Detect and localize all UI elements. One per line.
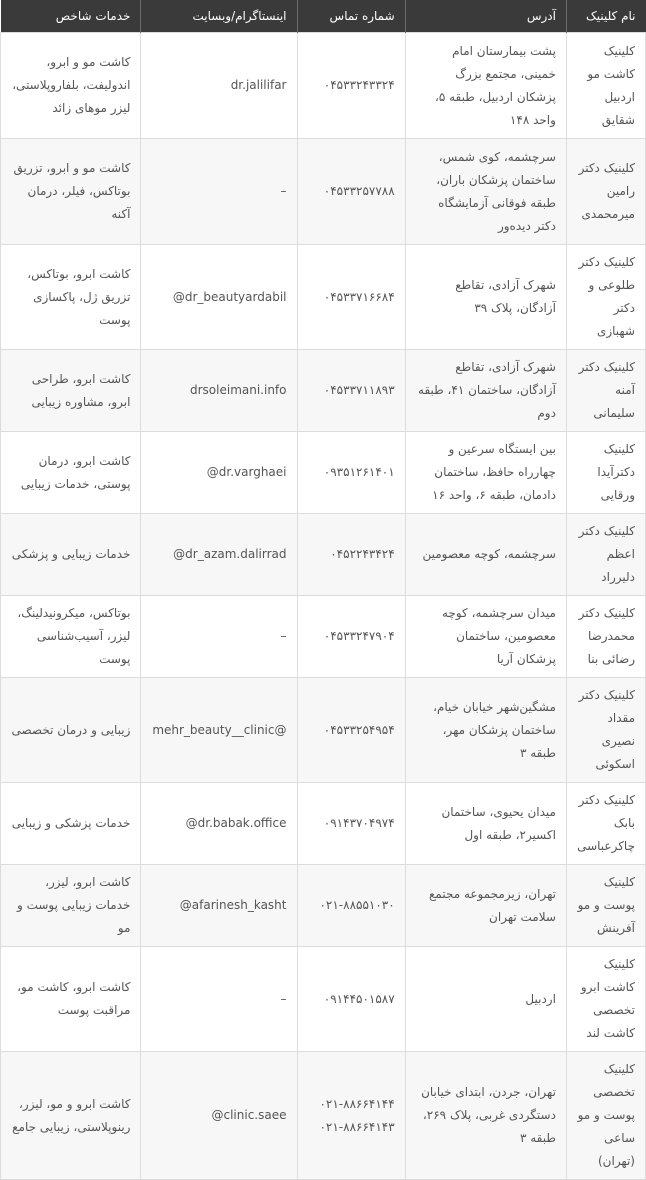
clinic-address: پشت بیمارستان امام خمینی، مجتمع بزرگ پزشکان اردبیل، طبقه ۵، واحد ۱۴۸ bbox=[405, 33, 566, 139]
clinic-address: میدان یحیوی، ساختمان اکسیر۲، طبقه اول bbox=[405, 783, 566, 865]
clinic-services: کاشت مو و ابرو، اندولیفت، بلفاروپلاستی، لیزر موهای زائد bbox=[1, 33, 141, 139]
clinic-phone: ۰۹۱۴۳۷۰۴۹۷۴ bbox=[297, 783, 405, 865]
table-row bbox=[1, 139, 646, 245]
clinic-phone: ۰۲۱-۸۸۵۵۱۰۳۰ bbox=[297, 865, 405, 947]
clinic-phone: ۰۴۵۳۳۲۴۷۹۰۴ bbox=[297, 596, 405, 678]
table-row bbox=[1, 514, 646, 596]
clinic-phone: ۰۴۵۲۲۴۳۴۲۴ bbox=[297, 514, 405, 596]
clinic-phone: ۰۴۵۳۳۷۱۶۶۸۴ bbox=[297, 245, 405, 350]
clinic-services: بوتاکس، میکرونیدلینگ، لیزر، آسیب‌شناسی پوست bbox=[1, 596, 141, 678]
clinic-instagram[interactable]: mehr_beauty__clinic@ bbox=[141, 678, 297, 783]
clinic-services: کاشت مو و ابرو، تزریق بوتاکس، فیلر، درمان آکنه bbox=[1, 139, 141, 245]
table-body bbox=[1, 33, 646, 1180]
clinic-phone: ۰۴۵۳۳۷۱۱۸۹۳ bbox=[297, 350, 405, 432]
clinic-instagram[interactable]: drsoleimani.info bbox=[141, 350, 297, 432]
clinic-name: کلینیک دکتر آمنه سلیمانی bbox=[566, 350, 645, 432]
clinic-name: کلینیک کاشت ابرو تخصصی کاشت لند bbox=[566, 947, 645, 1052]
clinic-name: کلینیک کاشت مو اردبیل شقایق bbox=[566, 33, 645, 139]
table-row bbox=[1, 245, 646, 350]
clinic-address: سرچشمه، کوچه معصومین bbox=[405, 514, 566, 596]
header-instagram: اینستاگرام/وبسایت bbox=[141, 0, 297, 33]
clinic-instagram[interactable]: @dr_beautyardabil bbox=[141, 245, 297, 350]
clinic-name: کلینیک دکتر محمدرضا رضائی بنا bbox=[566, 596, 645, 678]
clinic-name: کلینیک دکتر بابک چاکرعباسی bbox=[566, 783, 645, 865]
clinic-services: کاشت ابرو، طراحی ابرو، مشاوره زیبایی bbox=[1, 350, 141, 432]
clinic-phone: ۰۴۵۳۳۲۵۷۷۸۸ bbox=[297, 139, 405, 245]
clinic-address: بین ایستگاه سرعین و چهارراه حافظ، ساختمان دادمان، طبقه ۶، واحد ۱۶ bbox=[405, 432, 566, 514]
clinic-address: تهران، جردن، ابتدای خیابان دستگردی غربی، پلاک ۲۶۹، طبقه ۳ bbox=[405, 1052, 566, 1180]
clinic-name: کلینیک دکتر مقداد نصیری اسکوئی bbox=[566, 678, 645, 783]
clinic-address: میدان سرچشمه، کوچه معصومین، ساختمان پزشکان آریا bbox=[405, 596, 566, 678]
table-row bbox=[1, 350, 646, 432]
clinic-instagram: – bbox=[141, 139, 297, 245]
table-row bbox=[1, 783, 646, 865]
header-row bbox=[1, 0, 646, 33]
clinic-address: سرچشمه، کوی شمس، ساختمان پزشکان باران، طبقه فوقانی آزمایشگاه دکتر دیده‌ور bbox=[405, 139, 566, 245]
table-row bbox=[1, 865, 646, 947]
clinic-instagram[interactable]: @clinic.saee bbox=[141, 1052, 297, 1180]
clinic-name: کلینیک تخصصی پوست و مو ساعی (تهران) bbox=[566, 1052, 645, 1180]
clinic-instagram[interactable]: @afarinesh_kasht bbox=[141, 865, 297, 947]
clinic-address: شهرک آزادی، تقاطع آزادگان، پلاک ۳۹ bbox=[405, 245, 566, 350]
clinic-instagram: – bbox=[141, 596, 297, 678]
table-row bbox=[1, 947, 646, 1052]
header-phone: شماره تماس bbox=[297, 0, 405, 33]
clinic-instagram[interactable]: @dr.varghaei bbox=[141, 432, 297, 514]
clinic-phone: ۰۲۱-۸۸۶۶۴۱۴۴ ۰۲۱-۸۸۶۶۴۱۴۳ bbox=[297, 1052, 405, 1180]
clinic-services: کاشت ابرو و مو، لیزر، رینوپلاستی، زیبایی جامع bbox=[1, 1052, 141, 1180]
clinic-name: کلینیک دکتر اعظم دلیرراد bbox=[566, 514, 645, 596]
clinic-name: کلینیک دکتر رامین میرمحمدی bbox=[566, 139, 645, 245]
clinic-services: زیبایی و درمان تخصصی bbox=[1, 678, 141, 783]
clinic-services: کاشت ابرو، کاشت مو، مراقبت پوست bbox=[1, 947, 141, 1052]
clinic-services: کاشت ابرو، درمان پوستی، خدمات زیبایی bbox=[1, 432, 141, 514]
clinic-instagram[interactable]: @dr_azam.dalirrad bbox=[141, 514, 297, 596]
clinic-address: اردبیل bbox=[405, 947, 566, 1052]
table-row bbox=[1, 432, 646, 514]
header-address: آدرس bbox=[405, 0, 566, 33]
clinic-services: خدمات پزشکی و زیبایی bbox=[1, 783, 141, 865]
table-row bbox=[1, 596, 646, 678]
clinic-address: شهرک آزادی، تقاطع آزادگان، ساختمان ۴۱، طبقه دوم bbox=[405, 350, 566, 432]
clinic-name: کلینیک پوست و مو آفرینش bbox=[566, 865, 645, 947]
clinic-services: خدمات زیبایی و پزشکی bbox=[1, 514, 141, 596]
table-header bbox=[1, 0, 646, 33]
clinic-address: مشگین‌شهر خیابان خیام، ساختمان پزشکان مهر، طبقه ۳ bbox=[405, 678, 566, 783]
clinic-services: کاشت ابرو، لیزر، خدمات زیبایی پوست و مو bbox=[1, 865, 141, 947]
clinic-phone: ۰۹۳۵۱۲۶۱۴۰۱ bbox=[297, 432, 405, 514]
header-name: نام کلینیک bbox=[566, 0, 645, 33]
clinic-phone: ۰۹۱۴۴۵۰۱۵۸۷ bbox=[297, 947, 405, 1052]
clinic-instagram[interactable]: dr.jalilifar bbox=[141, 33, 297, 139]
clinic-address: تهران، زیرمجموعه مجتمع سلامت تهران bbox=[405, 865, 566, 947]
clinic-phone: ۰۴۵۳۳۲۵۴۹۵۴ bbox=[297, 678, 405, 783]
header-services: خدمات شاخص bbox=[1, 0, 141, 33]
clinic-instagram[interactable]: @dr.babak.office bbox=[141, 783, 297, 865]
clinic-instagram: – bbox=[141, 947, 297, 1052]
clinic-name: کلینیک دکتر طلوعی و دکتر شهبازی bbox=[566, 245, 645, 350]
clinic-phone: ۰۴۵۳۳۲۴۳۳۲۴ bbox=[297, 33, 405, 139]
table-row bbox=[1, 678, 646, 783]
clinic-services: کاشت ابرو، بوتاکس، تزریق ژل، پاکسازی پوست bbox=[1, 245, 141, 350]
table-row bbox=[1, 1052, 646, 1180]
table-row bbox=[1, 33, 646, 139]
clinic-name: کلینیک دکترآیدا ورقایی bbox=[566, 432, 645, 514]
